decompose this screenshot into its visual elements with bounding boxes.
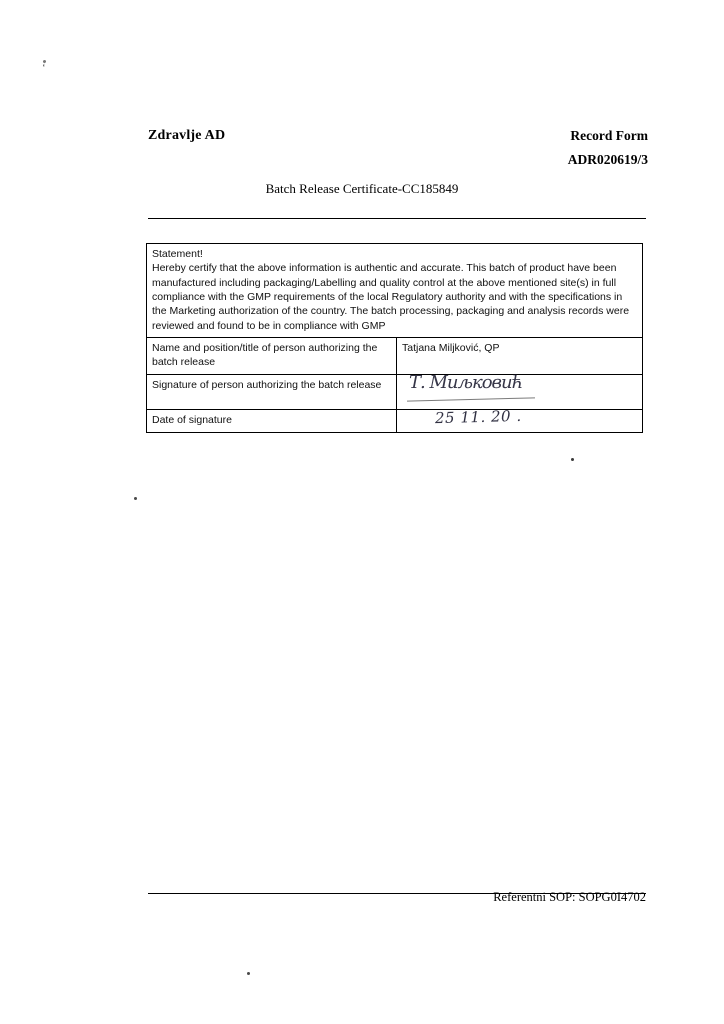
statement-label: Statement! [152, 248, 203, 260]
statement-body: Hereby certify that the above information is authentic and accurate. This batch of product have been manufactured including packaging/Labelling and quality control at the above mentioned site(s) in full compliance with the GMP requirements of the local Regulatory authority and with the specifications in the Marketing authorization of the country. The batch processing, packaging and analysis records were reviewed and found to be in compliance with GMP [152, 262, 630, 332]
certificate-table [146, 243, 643, 433]
row-label-date: Date of signature [147, 410, 397, 432]
company-name: Zdravlje AD [148, 128, 226, 143]
handwritten-date: 25 11. 20 . [434, 406, 522, 427]
scan-speck-icon [134, 497, 137, 500]
row-value-name-position: Tatjana Miljković, QP [402, 342, 500, 355]
footer-reference: Referentni SOP: SOPG0I4702 [493, 890, 646, 904]
row-value-signature [397, 371, 642, 409]
page-title: Batch Release Certificate-CC185849 [265, 181, 459, 196]
document-code: ADR020619/3 [567, 152, 648, 167]
statement-cell [147, 244, 642, 337]
document-header [148, 128, 648, 176]
header-divider [148, 218, 646, 219]
signature-stroke-icon [407, 397, 535, 401]
row-label-name-position: Name and position/title of person authorizing the batch release [147, 338, 397, 373]
table-row [147, 371, 642, 410]
scan-speck-icon [247, 972, 250, 975]
row-value-date [397, 406, 642, 432]
row-label-signature: Signature of person authorizing the batch release [147, 375, 397, 409]
scan-speck-icon [571, 458, 574, 461]
table-row [147, 406, 642, 432]
scan-speck-mark-icon: ʻ [42, 62, 46, 74]
signature-mark: Т. Миљковић [409, 371, 523, 393]
table-row [147, 338, 642, 374]
table-row-statement [147, 244, 642, 338]
record-form-label: Record Form [570, 128, 648, 143]
